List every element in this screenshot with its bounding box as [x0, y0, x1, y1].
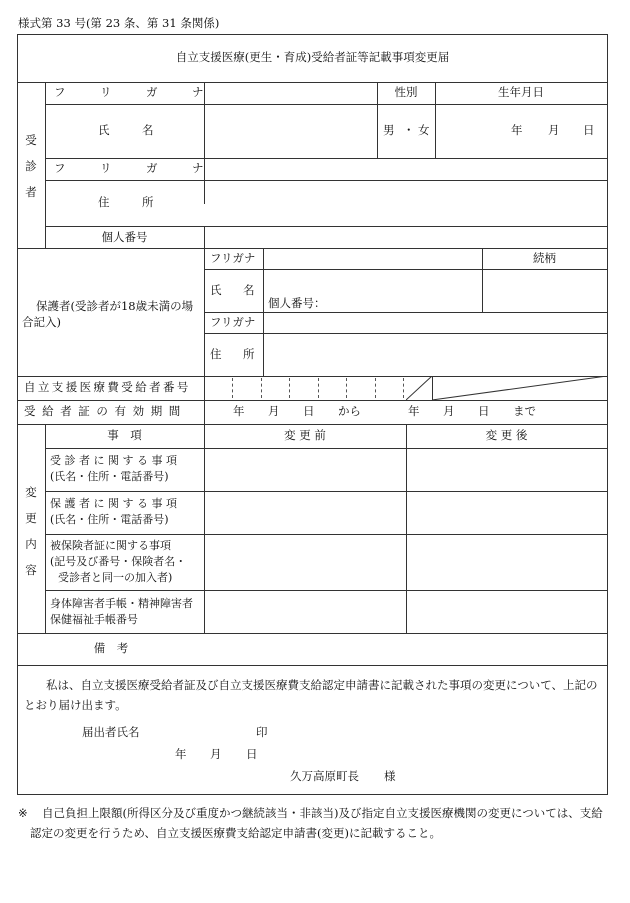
furigana-label: ガ — [146, 161, 158, 175]
address-label: 住 — [98, 195, 110, 209]
individual-number-label: 個人番号 — [101, 230, 148, 244]
rule — [204, 269, 607, 270]
rule — [45, 158, 607, 159]
validity-unit: 年 — [233, 404, 245, 418]
digit-divider — [232, 378, 233, 398]
validity-unit: まで — [513, 404, 536, 418]
furigana-label: フ — [54, 161, 66, 175]
birth-day-unit: 日 — [583, 123, 595, 137]
honorific: 様 — [384, 769, 396, 783]
validity-label: 受給者証の有効期間 — [24, 404, 187, 418]
footnote-line: 認定の変更を行うため、自立支援医療費支給認定申請書(変更)に記載すること。 — [30, 826, 442, 840]
guardian-address-label: 住 — [210, 347, 222, 361]
date-unit: 日 — [246, 747, 258, 761]
rule — [204, 82, 205, 204]
rule — [263, 248, 264, 376]
change-row-insurance: 被保険者証に関する事項 (記号及び番号・保険者名・ 受診者と同一の加入者) — [50, 539, 187, 584]
digit-divider — [318, 378, 319, 398]
remarks-label: 備 考 — [93, 641, 129, 655]
patient-section-label: 受 診 者 — [25, 133, 37, 199]
rule — [18, 665, 607, 666]
rule — [204, 333, 607, 334]
guardian-furigana-label: フリガナ — [210, 251, 256, 265]
rule — [45, 491, 607, 492]
footnote-line: 自己負担上限額(所得区分及び重度かつ継続該当・非該当)及び指定自立支援医療機関の変更については、支給 — [42, 806, 603, 820]
guardian-label-cont: 合記入) — [22, 315, 61, 329]
footnote-mark: ※ — [18, 806, 28, 820]
digit-divider — [375, 378, 376, 398]
change-row-patient: 受 診 者 に 関 す る 事 項 (氏名・住所・電話番号) — [50, 454, 177, 483]
change-row-guardian: 保 護 者 に 関 す る 事 項 (氏名・住所・電話番号) — [50, 497, 177, 526]
form-title: 自立支援医療(更生・育成)受給者証等記載事項変更届 — [175, 50, 450, 64]
submitter-label: 届出者氏名 — [82, 725, 140, 739]
before-header: 変 更 前 — [284, 428, 326, 442]
birth-month-unit: 月 — [548, 123, 560, 137]
rule — [18, 633, 607, 634]
rule — [45, 226, 607, 227]
gender-header: 性別 — [394, 85, 418, 99]
furigana-label: ナ — [192, 85, 204, 99]
date-unit: 月 — [210, 747, 222, 761]
validity-unit: 年 — [408, 404, 420, 418]
validity-unit: 月 — [443, 404, 455, 418]
digit-divider — [403, 378, 404, 398]
rule — [45, 590, 607, 591]
diagonal-strike — [406, 376, 607, 400]
gender-male: 男 — [383, 123, 395, 137]
digit-divider — [346, 378, 347, 398]
change-section-label: 変 更 内 容 — [25, 485, 37, 577]
gender-female: 女 — [418, 123, 430, 137]
guardian-name-label: 氏 — [210, 283, 222, 297]
after-header: 変 更 後 — [485, 428, 528, 442]
guardian-furigana-label-2: フリガナ — [210, 315, 256, 329]
rule — [18, 400, 607, 401]
furigana-label: ナ — [192, 161, 204, 175]
guardian-address-label: 所 — [243, 347, 255, 361]
birth-year-unit: 年 — [511, 123, 523, 137]
address-label: 所 — [142, 195, 154, 209]
name-label: 名 — [142, 123, 154, 137]
rule — [45, 104, 607, 105]
item-header: 事 項 — [107, 428, 142, 442]
validity-unit: から — [338, 404, 361, 418]
gender-separator: ・ — [403, 123, 415, 137]
guardian-label: 保護者(受診者が18歳未満の場 — [36, 299, 194, 313]
validity-unit: 日 — [478, 404, 490, 418]
digit-divider — [261, 378, 262, 398]
guardian-name-label: 名 — [243, 283, 255, 297]
rule — [45, 424, 46, 633]
form-frame — [17, 34, 608, 795]
rule — [45, 448, 607, 449]
furigana-label: リ — [100, 161, 112, 175]
rule — [18, 424, 607, 425]
rule — [45, 82, 46, 248]
guardian-individual-number: 個人番号： — [268, 296, 326, 310]
recipient-number-label: 自立支援医療費受給者番号 — [24, 380, 191, 394]
rule — [45, 534, 607, 535]
footnote — [18, 803, 603, 843]
digit-divider — [289, 378, 290, 398]
rule — [18, 82, 607, 83]
change-row-handbook: 身体障害者手帳・精神障害者 保健福祉手帳番号 — [50, 597, 193, 626]
date-unit: 年 — [175, 747, 187, 761]
rule — [45, 180, 607, 181]
seal-mark: 印 — [256, 725, 268, 739]
name-label: 氏 — [98, 123, 110, 137]
validity-unit: 日 — [303, 404, 315, 418]
furigana-label: リ — [100, 85, 112, 99]
validity-unit: 月 — [268, 404, 280, 418]
relationship-label: 続柄 — [533, 251, 556, 265]
declaration-text: 私は、自立支援医療受給者証及び自立支援医療費支給認定申請書に記載された事項の変更について、上記の とおり届け出ます。 — [24, 678, 598, 712]
rule — [18, 248, 607, 249]
addressee: 久万高原町長 — [290, 769, 359, 783]
rule — [406, 424, 407, 633]
birthdate-header: 生年月日 — [498, 85, 544, 99]
furigana-label: フ — [54, 85, 66, 99]
form-number: 様式第 33 号(第 23 条、第 31 条関係) — [18, 16, 220, 30]
furigana-label: ガ — [146, 85, 158, 99]
rule — [204, 312, 607, 313]
